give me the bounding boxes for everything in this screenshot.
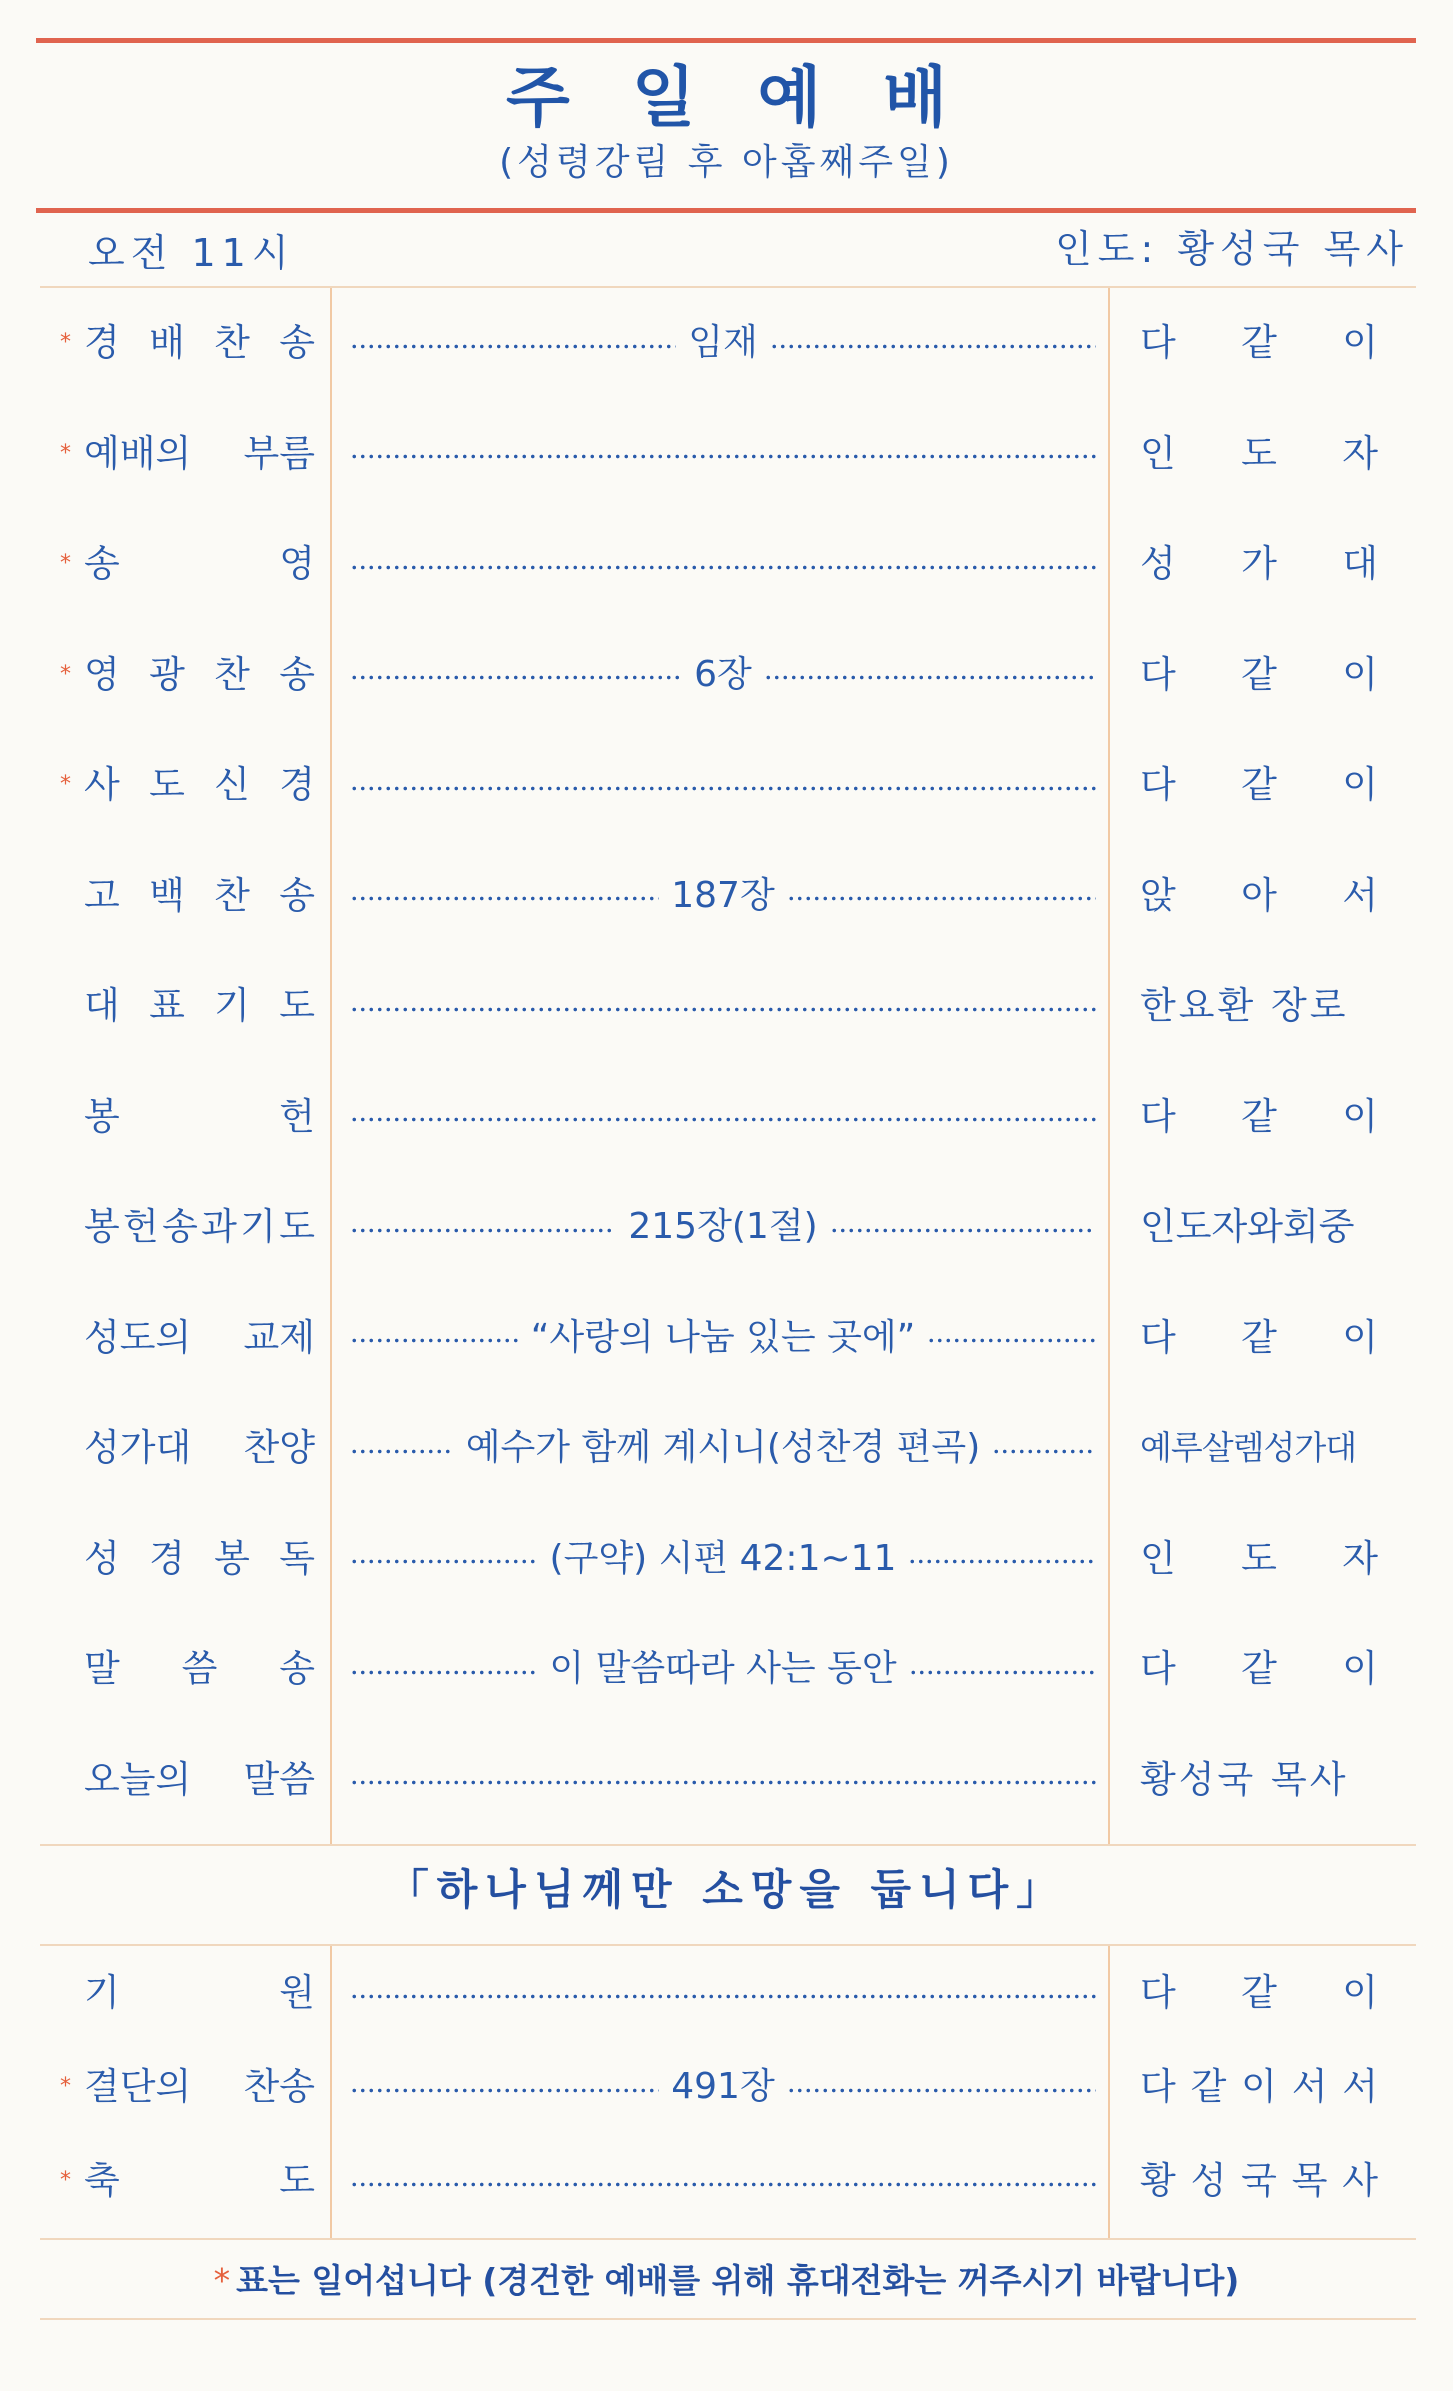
order-item-label-text: 성도의 교제 xyxy=(84,1315,315,1359)
dotted-leader xyxy=(787,2088,1096,2093)
order-item-detail xyxy=(350,316,1096,370)
order-item-label-text: 오늘의 말씀 xyxy=(84,1757,315,1801)
order-item-responsible: 인 도 자 xyxy=(1140,431,1378,475)
order-item-label-text: 말 씀 송 xyxy=(84,1647,315,1690)
closing-item-detail xyxy=(350,1966,1096,2020)
footer-bottom-divider xyxy=(40,2318,1416,2320)
order-item-label xyxy=(60,1753,315,1807)
order-item-responsible: 다 같 이 xyxy=(1140,1094,1378,1138)
order-item-label-text: 대 표 기 도 xyxy=(84,984,315,1027)
order-bottom-divider xyxy=(40,1844,1416,1846)
dotted-leader xyxy=(350,1670,537,1675)
order-item-detail xyxy=(350,1311,1096,1365)
order-item-label xyxy=(60,648,315,702)
closing-top-divider xyxy=(40,1944,1416,1946)
order-top-divider xyxy=(40,286,1416,288)
motto: 「하나님께만 소망을 둡니다」 xyxy=(386,1865,1067,1914)
closing-item-detail-text: 491장 xyxy=(671,2066,775,2107)
dotted-leader xyxy=(350,896,659,901)
standing-star-icon: * xyxy=(213,2261,231,2300)
closing-item-responsible: 다 같 이 xyxy=(1140,1971,1378,2014)
page-subtitle: (성령강림 후 아홉째주일) xyxy=(499,142,954,183)
closing-item-responsible: 황 성 국 목 사 xyxy=(1140,2159,1378,2202)
dotted-leader xyxy=(350,1338,519,1343)
order-item-responsible: 인 도 자 xyxy=(1140,1536,1378,1580)
order-item-responsible: 다 같 이 xyxy=(1140,1315,1378,1359)
dotted-leader xyxy=(350,675,682,680)
dotted-leader xyxy=(350,1994,1096,1999)
dotted-leader xyxy=(992,1449,1096,1454)
order-item-label xyxy=(60,869,315,923)
order-left-column-divider xyxy=(330,288,332,1844)
dotted-leader xyxy=(908,1559,1096,1564)
dotted-leader xyxy=(350,454,1096,459)
order-item-detail xyxy=(350,1753,1096,1807)
dotted-leader xyxy=(764,675,1096,680)
footer-note xyxy=(0,2256,1453,2306)
footer-text: 표는 일어섭니다 (경건한 예배를 위해 휴대전화는 꺼주시기 바랍니다) xyxy=(236,2261,1240,2300)
dotted-leader xyxy=(350,1449,454,1454)
order-item-responsible: 예루살렘성가대 xyxy=(1140,1428,1357,1467)
order-item-responsible: 다 같 이 xyxy=(1140,763,1378,806)
order-item-label-text: 송 영 xyxy=(84,542,315,585)
order-item-detail xyxy=(350,758,1096,812)
dotted-leader xyxy=(350,2182,1096,2187)
page-title: 주일예배 xyxy=(505,59,1010,136)
order-item-label xyxy=(60,1532,315,1586)
dotted-leader xyxy=(350,2088,659,2093)
order-item-label xyxy=(60,758,315,812)
order-item-label xyxy=(60,979,315,1033)
closing-item-responsible: 다 같 이 서 서 xyxy=(1140,2065,1378,2108)
order-item-label-text: 봉 헌 xyxy=(84,1094,315,1138)
dotted-leader xyxy=(350,1007,1096,1012)
dotted-leader xyxy=(350,1228,616,1233)
order-item-label-text: 영 광 찬 송 xyxy=(84,652,315,696)
closing-item-label-text: 축 도 xyxy=(84,2159,315,2202)
order-item-detail-text: “사랑의 나눔 있는 곳에” xyxy=(530,1316,916,1358)
closing-item-label xyxy=(60,2154,315,2208)
closing-right-column-divider xyxy=(1108,1946,1110,2238)
dotted-leader xyxy=(830,1228,1096,1233)
order-item-detail xyxy=(350,1200,1096,1254)
closing-bottom-divider xyxy=(40,2238,1416,2240)
order-item-detail xyxy=(350,648,1096,702)
dotted-leader xyxy=(350,344,676,349)
standing-star-icon: * xyxy=(60,2168,71,2193)
order-item-detail-text: 6장 xyxy=(694,653,752,695)
standing-star-icon: * xyxy=(60,440,71,466)
order-item-detail-text: 215장(1절) xyxy=(628,1206,818,1247)
closing-item-label xyxy=(60,1966,315,2020)
dotted-leader xyxy=(350,565,1096,570)
standing-star-icon: * xyxy=(60,661,71,687)
order-item-responsible: 다 같 이 xyxy=(1140,1647,1378,1690)
order-item-responsible: 다 같 이 xyxy=(1140,321,1378,364)
order-item-detail-text: (구약) 시편 42:1~11 xyxy=(549,1537,897,1579)
closing-item-label-text: 결단의 찬송 xyxy=(84,2065,315,2108)
order-right-column-divider xyxy=(1108,288,1110,1844)
dotted-leader xyxy=(927,1338,1096,1343)
standing-star-icon: * xyxy=(60,330,71,355)
dotted-leader xyxy=(350,1780,1096,1785)
closing-item-detail xyxy=(350,2060,1096,2114)
service-leader: 인도: 황성국 목사 xyxy=(1055,227,1409,271)
order-item-responsible: 앉 아 서 xyxy=(1140,873,1378,917)
dotted-leader xyxy=(350,1559,538,1564)
closing-item-label-text: 기 원 xyxy=(84,1971,315,2014)
order-item-responsible: 인도자와회중 xyxy=(1140,1205,1355,1248)
order-item-detail-text: 이 말씀따라 사는 동안 xyxy=(549,1648,897,1689)
order-item-label xyxy=(60,316,315,370)
standing-star-icon: * xyxy=(60,772,71,797)
order-item-label xyxy=(60,1311,315,1365)
header-red-rule xyxy=(36,208,1416,213)
order-item-responsible: 성 가 대 xyxy=(1140,542,1378,585)
order-item-label xyxy=(60,1642,315,1696)
order-item-detail xyxy=(350,537,1096,591)
order-item-label xyxy=(60,1090,315,1144)
service-time: 오전 11시 xyxy=(88,231,295,275)
order-item-label-text: 예배의 부름 xyxy=(84,431,315,475)
dotted-leader xyxy=(787,896,1096,901)
dotted-leader xyxy=(350,786,1096,791)
order-item-label xyxy=(60,1421,315,1475)
order-item-detail xyxy=(350,427,1096,481)
order-item-label-text: 고 백 찬 송 xyxy=(84,873,315,917)
order-item-detail-text: 예수가 함께 계시니(성찬경 편곡) xyxy=(465,1427,981,1468)
order-item-label-text: 경 배 찬 송 xyxy=(84,321,315,364)
order-item-detail xyxy=(350,1421,1096,1475)
order-item-detail xyxy=(350,1642,1096,1696)
closing-item-detail xyxy=(350,2154,1096,2208)
standing-star-icon: * xyxy=(60,551,71,576)
closing-left-column-divider xyxy=(330,1946,332,2238)
order-item-detail xyxy=(350,1532,1096,1586)
order-item-responsible: 황성국 목사 xyxy=(1140,1757,1349,1801)
order-item-label-text: 사 도 신 경 xyxy=(84,763,315,806)
top-red-rule xyxy=(36,38,1416,43)
closing-item-label xyxy=(60,2060,315,2114)
order-item-label xyxy=(60,1200,315,1254)
order-item-detail xyxy=(350,869,1096,923)
standing-star-icon: * xyxy=(60,2074,71,2099)
dotted-leader xyxy=(909,1670,1096,1675)
order-item-detail-text: 임재 xyxy=(688,322,758,363)
order-item-label-text: 성 경 봉 독 xyxy=(84,1536,315,1580)
order-item-detail xyxy=(350,979,1096,1033)
dotted-leader xyxy=(770,344,1096,349)
order-item-label-text: 성가대 찬양 xyxy=(84,1426,315,1469)
order-item-label xyxy=(60,427,315,481)
order-item-detail-text: 187장 xyxy=(671,874,775,916)
order-item-label xyxy=(60,537,315,591)
order-item-label-text: 봉 헌 송 과 기 도 xyxy=(84,1205,315,1248)
dotted-leader xyxy=(350,1117,1096,1122)
order-item-responsible: 한요환 장로 xyxy=(1140,984,1349,1027)
order-item-detail xyxy=(350,1090,1096,1144)
order-item-responsible: 다 같 이 xyxy=(1140,652,1378,696)
